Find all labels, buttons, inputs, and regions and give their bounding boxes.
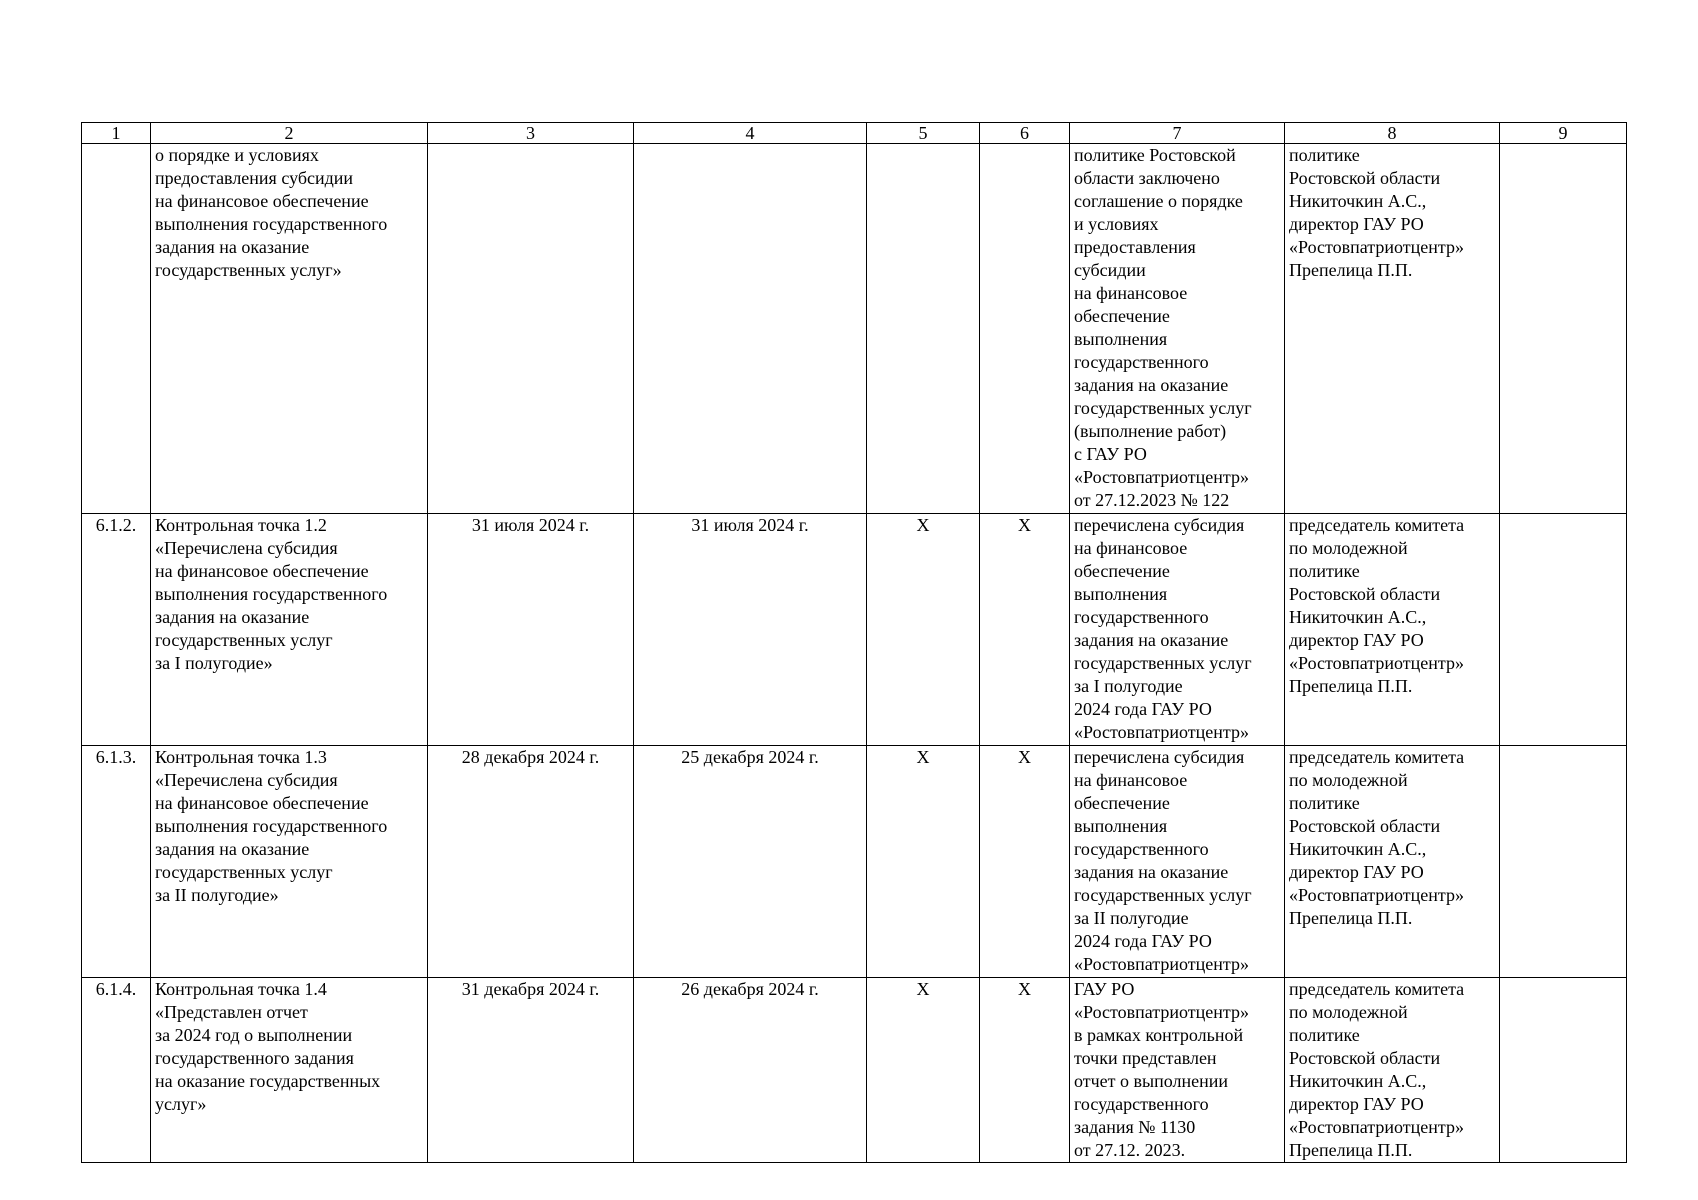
- column-header: 2: [151, 123, 428, 144]
- name-cell: Контрольная точка 1.2 «Перечислена субсидия на финансовое обеспечение выполнения государственного задания на оказание государственных услуг за I полугодие»: [151, 514, 428, 746]
- responsible-cell: политике Ростовской области Никиточкин А.С., директор ГАУ РО «Ростовпатриотцентр» Препелица П.П.: [1285, 144, 1500, 514]
- column-number-row: [82, 123, 1627, 144]
- column-header: 8: [1285, 123, 1500, 144]
- col9-cell: [1500, 746, 1627, 978]
- column-header: 4: [634, 123, 867, 144]
- control-points-table: [81, 122, 1627, 1163]
- col5-cell: Х: [867, 746, 980, 978]
- col6-cell: Х: [980, 746, 1070, 978]
- row-number-cell: [82, 144, 151, 514]
- plan-date-cell: 28 декабря 2024 г.: [428, 746, 634, 978]
- plan-date-cell: 31 июля 2024 г.: [428, 514, 634, 746]
- row-number-cell: 6.1.2.: [82, 514, 151, 746]
- col6-cell: Х: [980, 978, 1070, 1163]
- col9-cell: [1500, 514, 1627, 746]
- table-row: [82, 144, 1627, 514]
- table-row: [82, 746, 1627, 978]
- col6-cell: Х: [980, 514, 1070, 746]
- result-cell: перечислена субсидия на финансовое обеспечение выполнения государственного задания на оказание государственных услуг за II полугодие 2024 года ГАУ РО «Ростовпатриотцентр»: [1070, 746, 1285, 978]
- result-cell: политике Ростовской области заключено соглашение о порядке и условиях предоставления субсидии на финансовое обеспечение выполнения государственного задания на оказание государственных услуг (выполнение работ) с ГАУ РО «Ростовпатриотцентр» от 27.12.2023 № 122: [1070, 144, 1285, 514]
- responsible-cell: председатель комитета по молодежной политике Ростовской области Никиточкин А.С., директор ГАУ РО «Ростовпатриотцентр» Препелица П.П.: [1285, 514, 1500, 746]
- result-cell: перечислена субсидия на финансовое обеспечение выполнения государственного задания на оказание государственных услуг за I полугодие 2024 года ГАУ РО «Ростовпатриотцентр»: [1070, 514, 1285, 746]
- col5-cell: Х: [867, 978, 980, 1163]
- column-header: 9: [1500, 123, 1627, 144]
- fact-date-cell: 26 декабря 2024 г.: [634, 978, 867, 1163]
- column-header: 3: [428, 123, 634, 144]
- column-header: 6: [980, 123, 1070, 144]
- name-cell: Контрольная точка 1.4 «Представлен отчет за 2024 год о выполнении государственного задания на оказание государственных услуг»: [151, 978, 428, 1163]
- name-cell: Контрольная точка 1.3 «Перечислена субсидия на финансовое обеспечение выполнения государственного задания на оказание государственных услуг за II полугодие»: [151, 746, 428, 978]
- responsible-cell: председатель комитета по молодежной политике Ростовской области Никиточкин А.С., директор ГАУ РО «Ростовпатриотцентр» Препелица П.П.: [1285, 978, 1500, 1163]
- plan-date-cell: 31 декабря 2024 г.: [428, 978, 634, 1163]
- col5-cell: [867, 144, 980, 514]
- plan-date-cell: [428, 144, 634, 514]
- fact-date-cell: 25 декабря 2024 г.: [634, 746, 867, 978]
- fact-date-cell: 31 июля 2024 г.: [634, 514, 867, 746]
- name-cell: о порядке и условиях предоставления субсидии на финансовое обеспечение выполнения государственного задания на оказание государственных услуг»: [151, 144, 428, 514]
- col5-cell: Х: [867, 514, 980, 746]
- fact-date-cell: [634, 144, 867, 514]
- col6-cell: [980, 144, 1070, 514]
- column-header: 1: [82, 123, 151, 144]
- col9-cell: [1500, 978, 1627, 1163]
- column-header: 7: [1070, 123, 1285, 144]
- responsible-cell: председатель комитета по молодежной политике Ростовской области Никиточкин А.С., директор ГАУ РО «Ростовпатриотцентр» Препелица П.П.: [1285, 746, 1500, 978]
- row-number-cell: 6.1.3.: [82, 746, 151, 978]
- table-row: [82, 514, 1627, 746]
- column-header: 5: [867, 123, 980, 144]
- result-cell: ГАУ РО «Ростовпатриотцентр» в рамках контрольной точки представлен отчет о выполнении государственного задания № 1130 от 27.12. 2023.: [1070, 978, 1285, 1163]
- col9-cell: [1500, 144, 1627, 514]
- table-row: [82, 978, 1627, 1163]
- row-number-cell: 6.1.4.: [82, 978, 151, 1163]
